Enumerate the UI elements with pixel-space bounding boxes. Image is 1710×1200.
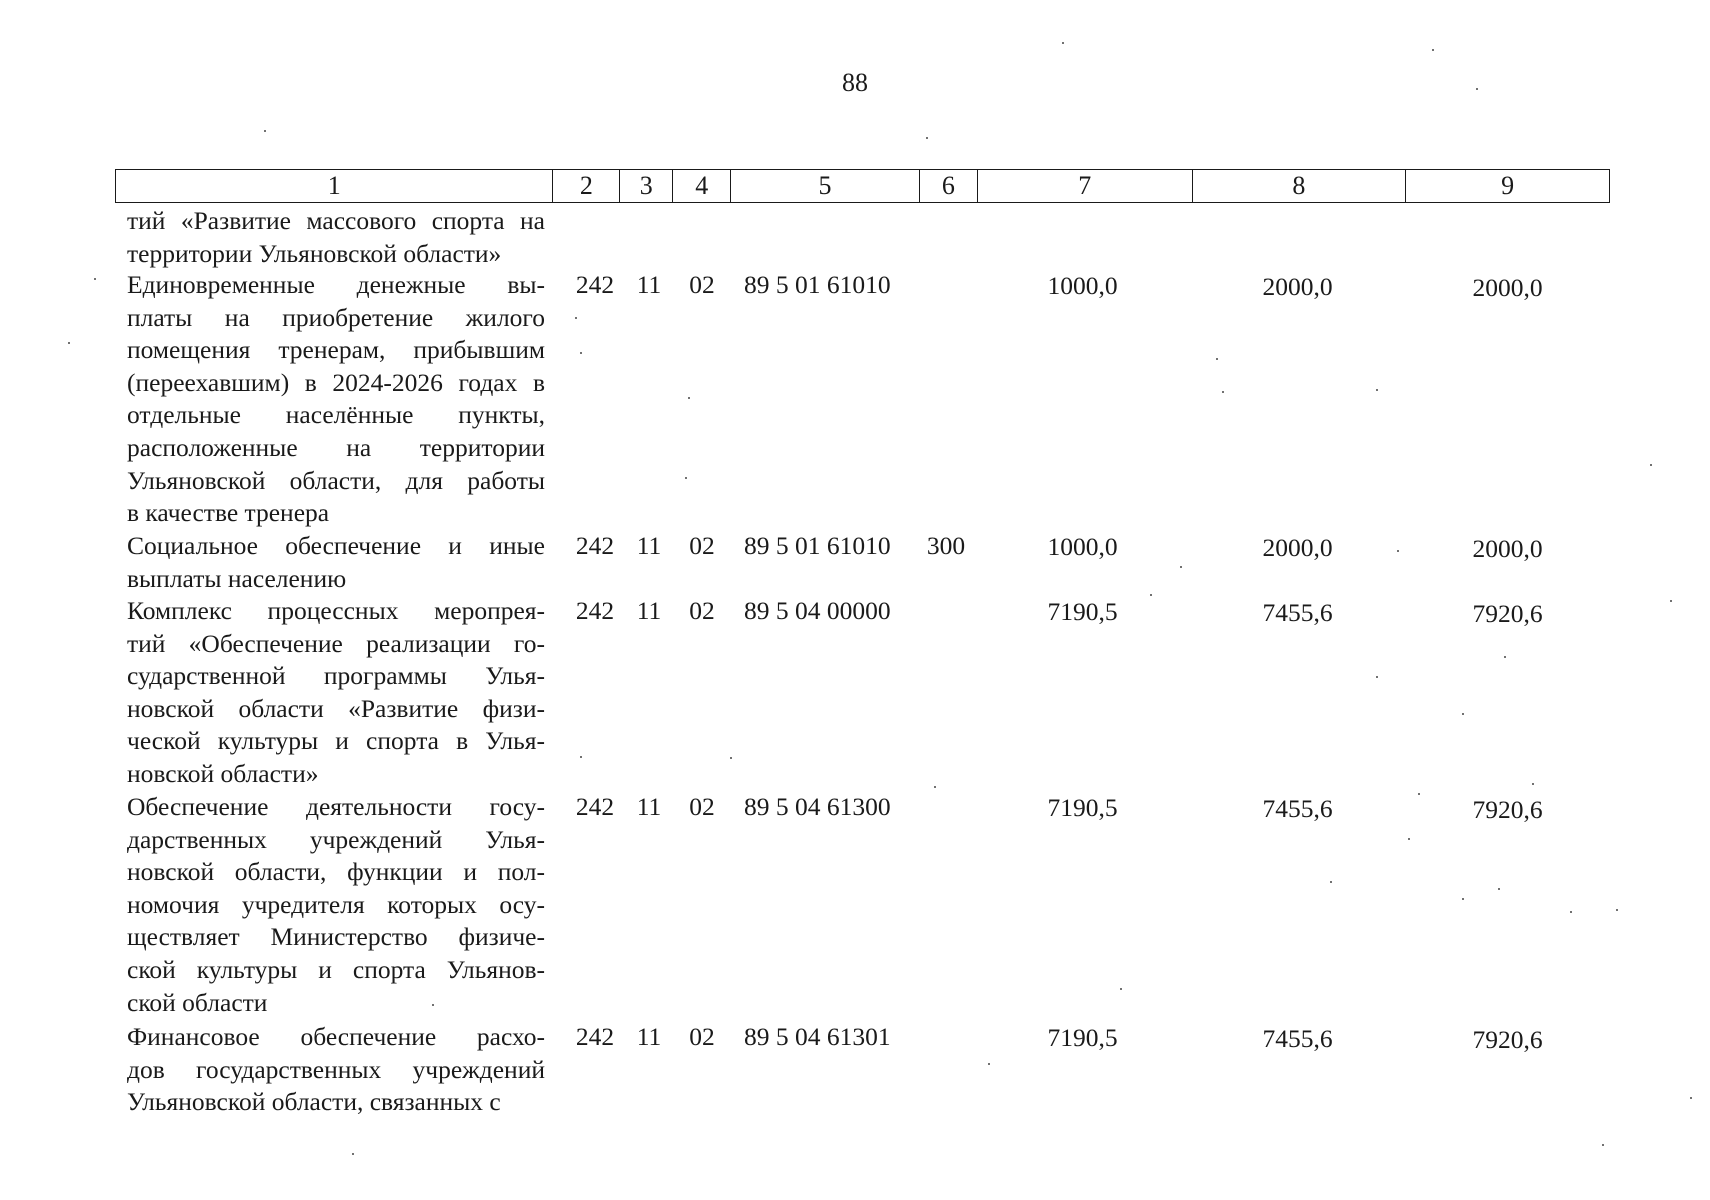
description-line: дов государственных учреждений [127,1054,545,1084]
page-number: 88 [842,68,868,97]
cell-c7: 7190,5 [1047,1023,1118,1052]
row-description [127,205,545,270]
description-line: Финансовое обеспечение расхо- [127,1022,545,1051]
description-line: Обеспечение деятельности госу- [127,792,545,821]
description-line: выплаты населению [127,563,347,593]
column-header-6: 6 [920,170,978,202]
cell-c5: 89 5 01 61010 [744,270,891,299]
cell-c9: 2000,0 [1472,273,1543,302]
column-header-4: 4 [673,170,731,202]
cell-c2: 242 [575,1022,615,1051]
cell-c5: 89 5 04 61300 [744,792,891,821]
cell-c6: 300 [926,531,966,560]
cell-c7: 7190,5 [1047,597,1118,626]
column-header-7: 7 [978,170,1193,202]
row-description [127,530,545,595]
cell-c8: 2000,0 [1262,272,1333,301]
column-header-3: 3 [620,170,673,202]
column-header-1: 1 [116,170,553,202]
description-line: (переехавшим) в 2024-2026 годах в [127,367,545,397]
description-line: новской области» [127,758,319,788]
cell-c4: 02 [689,596,715,625]
cell-c3: 11 [636,792,662,821]
cell-c2: 242 [575,596,615,625]
description-line: Социальное обеспечение и иные [127,531,545,560]
cell-c4: 02 [689,270,715,299]
cell-c9: 7920,6 [1472,599,1543,628]
description-line: дарственных учреждений Улья- [127,824,545,854]
description-line: новской области «Развитие физи- [127,693,545,723]
column-header-8: 8 [1193,170,1407,202]
cell-c4: 02 [689,1022,715,1051]
description-line: Единовременные денежные вы- [127,270,545,299]
description-line: помещения тренерам, прибывшим [127,335,545,365]
description-line: ской культуры и спорта Ульянов- [127,954,545,984]
cell-c3: 11 [636,531,662,560]
cell-c3: 11 [636,596,662,625]
row-description [127,791,545,1019]
cell-c2: 242 [575,531,615,560]
cell-c4: 02 [689,531,715,560]
cell-c7: 7190,5 [1047,793,1118,822]
column-header-2: 2 [553,170,620,202]
description-line: расположенные на территории [127,432,545,462]
cell-c8: 7455,6 [1262,1024,1333,1053]
description-line: новской области, функции и пол- [127,857,545,887]
row-description [127,595,545,791]
column-header-9: 9 [1501,171,1515,200]
cell-c5: 89 5 04 00000 [744,596,891,625]
row-description [127,1021,545,1119]
cell-c7: 1000,0 [1047,271,1118,300]
cell-c5: 89 5 01 61010 [744,531,891,560]
description-line: в качестве тренера [127,498,330,528]
column-header-5: 5 [731,170,920,202]
cell-c2: 242 [575,270,615,299]
description-line: сударственной программы Улья- [127,661,545,691]
cell-c8: 7455,6 [1262,598,1333,627]
description-line: Ульяновской области, для работы [127,465,545,495]
description-line: ской области [127,987,268,1017]
description-line: ществляет Министерство физиче- [127,922,545,952]
cell-c4: 02 [689,792,715,821]
cell-c9: 2000,0 [1472,534,1543,563]
description-line: тий «Обеспечение реализации го- [127,628,545,658]
cell-c3: 11 [636,270,662,299]
table-header [115,169,1610,203]
description-line: тий «Развитие массового спорта на [127,206,545,235]
description-line: территории Ульяновской области» [127,238,502,268]
cell-c8: 2000,0 [1262,533,1333,562]
cell-c3: 11 [636,1022,662,1051]
description-line: номочия учредителя которых осу- [127,889,545,919]
description-line: Комплекс процессных меропрея- [127,596,545,625]
description-line: Ульяновской области, связанных с [127,1087,501,1117]
description-line: платы на приобретение жилого [127,302,545,332]
cell-c7: 1000,0 [1047,532,1118,561]
cell-c9: 7920,6 [1472,1025,1543,1054]
cell-c9: 7920,6 [1472,795,1543,824]
row-description [127,269,545,530]
description-line: ческой культуры и спорта в Улья- [127,726,545,756]
description-line: отдельные населённые пункты, [127,400,545,430]
cell-c2: 242 [575,792,615,821]
cell-c8: 7455,6 [1262,794,1333,823]
cell-c5: 89 5 04 61301 [744,1022,891,1051]
